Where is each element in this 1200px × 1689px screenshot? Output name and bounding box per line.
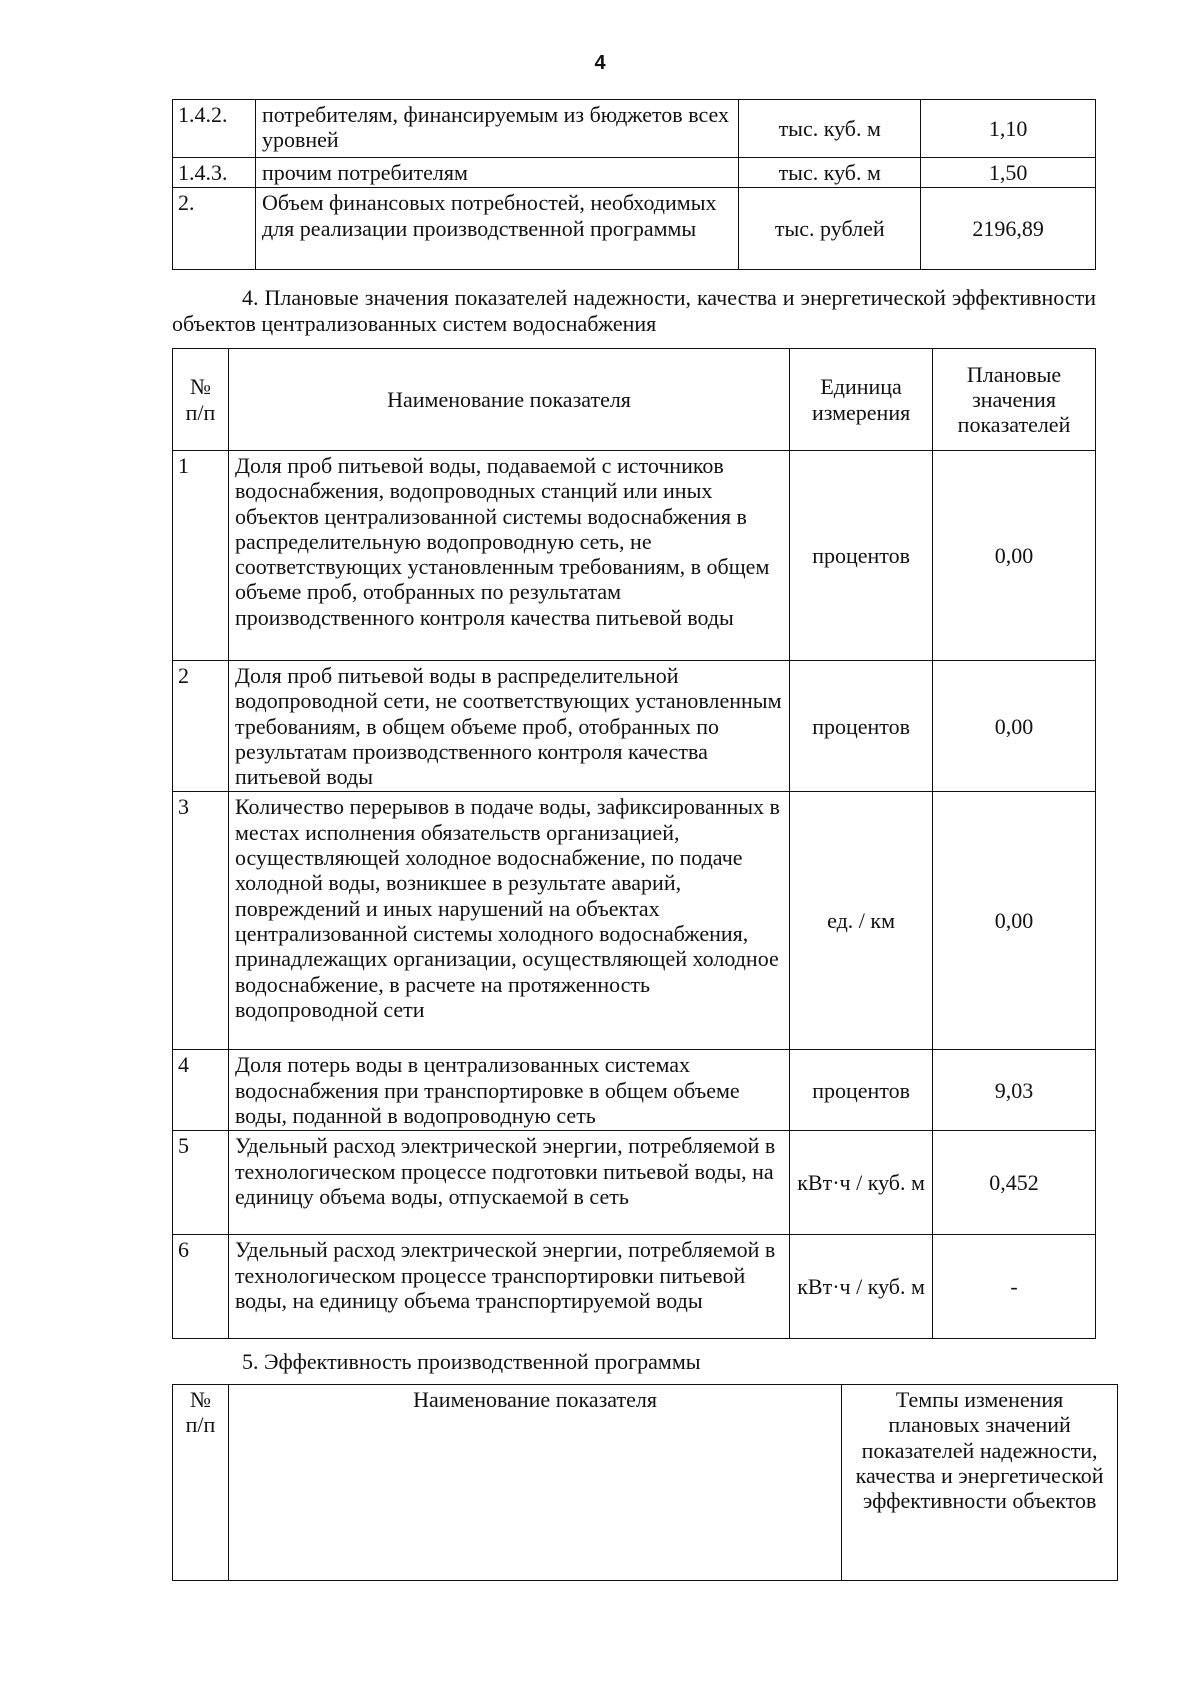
row-name: Доля потерь воды в централизованных системах водоснабжения при транспортировке в общем объеме воды, поданной в водопроводную сеть [228,1050,789,1131]
row-unit: ед. / км [790,792,933,1050]
row-name: Удельный расход электрической энергии, потребляемой в технологическом процессе подготовки питьевой воды, на единицу объема воды, отпускаемой в сеть [228,1131,789,1235]
row-number: 3 [173,792,229,1050]
header-name: Наименование показателя [228,349,789,451]
header-number: № п/п [173,1385,229,1581]
row-value: 0,00 [933,661,1096,792]
table-row [173,1050,1096,1131]
row-unit: тыс. куб. м [739,158,921,188]
row-unit: процентов [790,661,933,792]
header-name: Наименование показателя [228,1385,841,1581]
table-header-row [173,349,1096,451]
header-value: Плановые значения показателей [933,349,1096,451]
row-name: Количество перерывов в подаче воды, зафиксированных в местах исполнения обязательств организацией, осуществляющей холодное водоснабжение, по подаче холодной воды, возникшее в результате аварий, повреждений и иных нарушений на объектах централизованной системы холодного водоснабжения, принадлежащих организации, осуществляющей холодное водоснабжение, в расчете на протяженность водопроводной сети [228,792,789,1050]
row-unit: тыс. рублей [739,188,921,270]
row-value: 9,03 [933,1050,1096,1131]
table-row [173,792,1096,1050]
table-row [173,1235,1096,1339]
row-name: Объем финансовых потребностей, необходимых для реализации производственной программы [255,188,738,270]
header-unit: Единица измерения [790,349,933,451]
section-5-heading: 5. Эффективность производственной программы [242,1349,701,1374]
table-row [173,451,1096,661]
section-4-heading: 4. Плановые значения показателей надежности, качества и энергетической эффективности объектов централизованных систем водоснабжения [172,285,1096,337]
row-unit: процентов [790,451,933,661]
header-number: № п/п [173,349,229,451]
table-row [173,661,1096,792]
row-number: 2. [173,188,256,270]
table-row [173,188,1096,270]
row-value: 0,00 [933,451,1096,661]
table-row [173,100,1096,158]
row-number: 5 [173,1131,229,1235]
row-number: 2 [173,661,229,792]
row-unit: кВт·ч / куб. м [790,1235,933,1339]
row-unit: процентов [790,1050,933,1131]
row-number: 4 [173,1050,229,1131]
row-name: Удельный расход электрической энергии, потребляемой в технологическом процессе транспортировки питьевой воды, на единицу объема транспортируемой воды [228,1235,789,1339]
table-row [173,1131,1096,1235]
row-value: 1,50 [921,158,1096,188]
table-production-volumes [172,99,1096,270]
row-value: - [933,1235,1096,1339]
row-name: Доля проб питьевой воды, подаваемой с источников водоснабжения, водопроводных станций или иных объектов централизованной системы водоснабжения в распределительную водопроводную сеть, не соответствующих установленным требованиям, в общем объеме проб, отобранных по результатам производственного контроля качества питьевой воды [228,451,789,661]
row-number: 1.4.3. [173,158,256,188]
row-value: 1,10 [921,100,1096,158]
row-name: прочим потребителям [255,158,738,188]
table-row [173,158,1096,188]
row-number: 1 [173,451,229,661]
row-number: 1.4.2. [173,100,256,158]
row-value: 2196,89 [921,188,1096,270]
row-number: 6 [173,1235,229,1339]
table-program-efficiency [172,1384,1118,1581]
header-value: Темпы изменения плановых значений показателей надежности, качества и энергетической эффективности объектов [842,1385,1118,1581]
row-name: Доля проб питьевой воды в распределительной водопроводной сети, не соответствующих установленным требованиям, в общем объеме проб, отобранных по результатам производственного контроля качества питьевой воды [228,661,789,792]
row-name: потребителям, финансируемым из бюджетов всех уровней [255,100,738,158]
page-number: 4 [594,52,606,74]
table-header-row [173,1385,1118,1581]
row-unit: кВт·ч / куб. м [790,1131,933,1235]
row-value: 0,452 [933,1131,1096,1235]
table-reliability-indicators [172,348,1096,1339]
row-unit: тыс. куб. м [739,100,921,158]
row-value: 0,00 [933,792,1096,1050]
